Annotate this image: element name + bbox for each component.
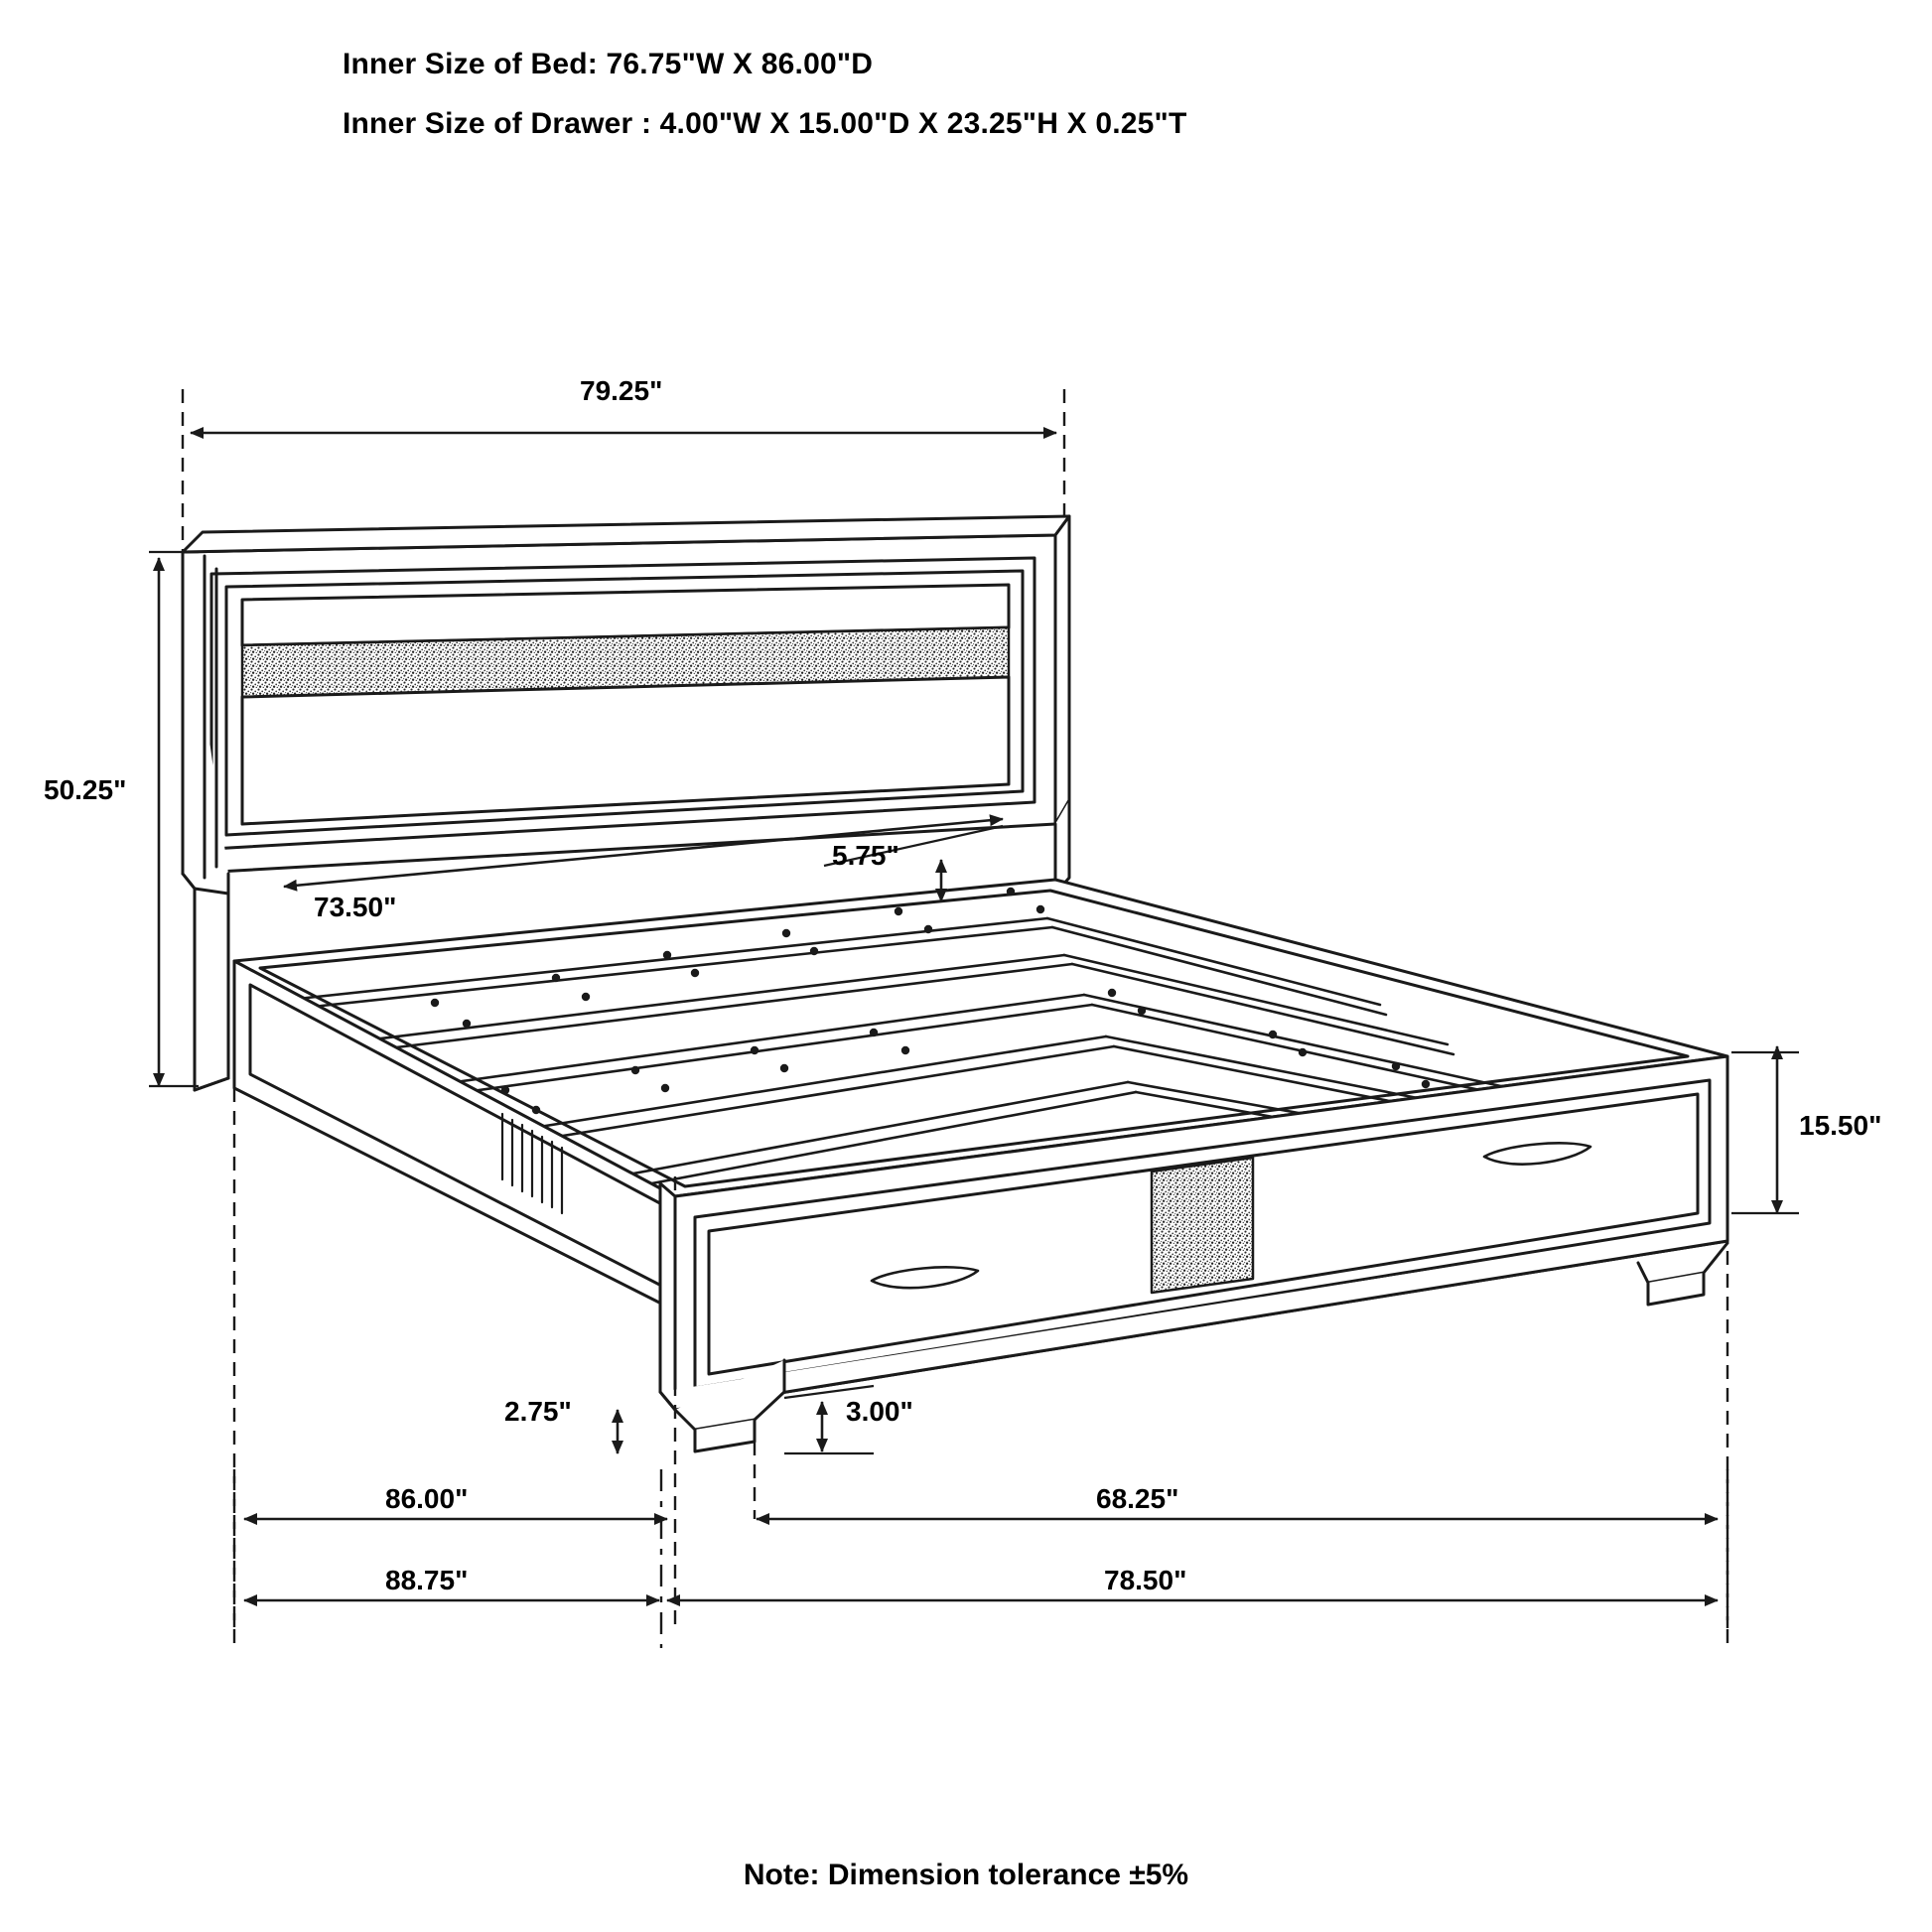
dim-overall-depth: 88.75" xyxy=(385,1565,469,1595)
dim-clearance: 3.00" xyxy=(846,1396,913,1427)
tolerance-note: Note: Dimension tolerance ±5% xyxy=(743,1859,1189,1891)
dim-foot-leg-depth: 2.75" xyxy=(504,1396,572,1427)
dim-headboard-width: 79.25" xyxy=(580,375,663,406)
dim-footboard-height: 15.50" xyxy=(1799,1110,1882,1141)
header-line-2: Inner Size of Drawer : 4.00"W X 15.00"D X 23.25"H X 0.25"T xyxy=(343,107,1187,140)
dim-bed-inner-depth: 86.00" xyxy=(385,1483,469,1514)
dim-foot-overall: 78.50" xyxy=(1104,1565,1187,1595)
dim-headboard-inner-width: 73.50" xyxy=(314,892,397,922)
dim-headboard-offset: 5.75" xyxy=(832,840,899,871)
header-line-1: Inner Size of Bed: 76.75"W X 86.00"D xyxy=(343,48,874,80)
dim-overall-height: 50.25" xyxy=(44,774,127,805)
dim-side-rail-length: 68.25" xyxy=(1096,1483,1179,1514)
